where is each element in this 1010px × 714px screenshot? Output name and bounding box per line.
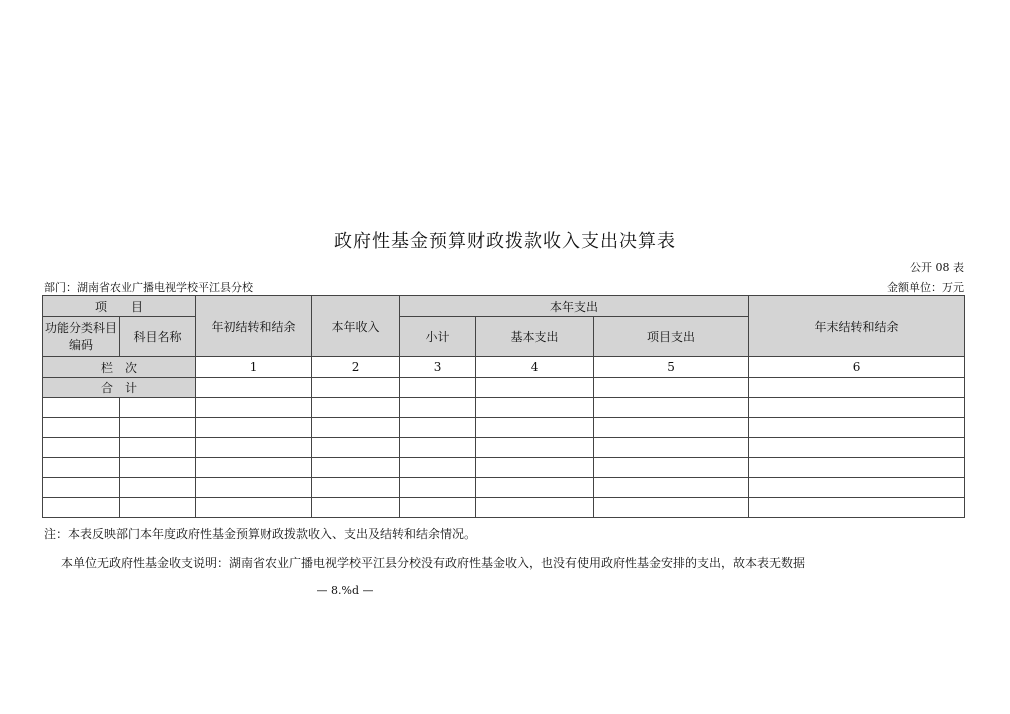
table-row xyxy=(43,478,965,498)
table-cell xyxy=(196,418,312,438)
table-cell xyxy=(749,418,965,438)
header-item: 项 目 xyxy=(43,296,196,317)
table-cell xyxy=(312,418,400,438)
table-cell xyxy=(196,458,312,478)
table-cell xyxy=(43,478,120,498)
table-cell xyxy=(43,458,120,478)
table-row xyxy=(43,398,965,418)
header-func-code: 功能分类科目编码 xyxy=(43,317,120,357)
table-cell xyxy=(43,398,120,418)
table-cell xyxy=(312,398,400,418)
table-cell xyxy=(120,458,196,478)
header-begin-balance: 年初结转和结余 xyxy=(196,296,312,357)
header-project: 项目支出 xyxy=(594,317,749,357)
table-cell xyxy=(196,378,312,398)
empty-rows xyxy=(43,398,965,518)
header-income: 本年收入 xyxy=(312,296,400,357)
table-row xyxy=(43,458,965,478)
header-subtotal: 小计 xyxy=(400,317,476,357)
col-number: 4 xyxy=(476,357,594,378)
table-cell xyxy=(196,498,312,518)
table-cell xyxy=(476,458,594,478)
header-end-balance: 年末结转和结余 xyxy=(749,296,965,357)
table-cell xyxy=(312,438,400,458)
table-cell xyxy=(196,478,312,498)
total-label: 合 计 xyxy=(43,378,196,398)
table-cell xyxy=(476,438,594,458)
table-row xyxy=(43,498,965,518)
col-number: 1 xyxy=(196,357,312,378)
form-number: 公开 08 表 xyxy=(910,261,964,274)
table-cell xyxy=(749,458,965,478)
header-expense: 本年支出 xyxy=(400,296,749,317)
table-cell xyxy=(312,378,400,398)
table-cell xyxy=(476,418,594,438)
table-cell xyxy=(312,478,400,498)
table-row xyxy=(43,418,965,438)
col-number: 3 xyxy=(400,357,476,378)
no-data-explanation: 本单位无政府性基金收支说明：湖南省农业广播电视学校平江县分校没有政府性基金收入，也没有使用政府性基金安排的支出，故本表无数据 xyxy=(61,556,806,570)
page-title: 政府性基金预算财政拨款收入支出决算表 xyxy=(334,231,676,252)
table-cell xyxy=(476,378,594,398)
table-cell xyxy=(43,438,120,458)
header-subject-name: 科目名称 xyxy=(120,317,196,357)
table-cell xyxy=(749,478,965,498)
table-cell xyxy=(749,398,965,418)
table-cell xyxy=(476,478,594,498)
table-cell xyxy=(120,498,196,518)
table-cell xyxy=(594,498,749,518)
table-cell xyxy=(400,478,476,498)
table-cell xyxy=(120,418,196,438)
table-cell xyxy=(43,498,120,518)
table-note: 注：本表反映部门本年度政府性基金预算财政拨款收入、支出及结转和结余情况。 xyxy=(44,527,477,541)
table-cell xyxy=(594,438,749,458)
table-cell xyxy=(594,418,749,438)
header-row-1 xyxy=(43,296,965,317)
col-number: 6 xyxy=(749,357,965,378)
table-cell xyxy=(120,438,196,458)
table-cell xyxy=(749,498,965,518)
table-cell xyxy=(476,398,594,418)
table-cell xyxy=(594,378,749,398)
page-number: — 8.%d — xyxy=(316,584,374,597)
table-cell xyxy=(400,378,476,398)
row-col-label: 栏 次 xyxy=(43,357,196,378)
table-cell xyxy=(749,378,965,398)
table-cell xyxy=(400,458,476,478)
table-cell xyxy=(476,498,594,518)
table-cell xyxy=(594,398,749,418)
table-cell xyxy=(120,478,196,498)
table-cell xyxy=(594,458,749,478)
table-cell xyxy=(120,398,196,418)
unit-label: 金额单位：万元 xyxy=(887,281,964,294)
table-cell xyxy=(196,438,312,458)
table-cell xyxy=(400,438,476,458)
table-cell xyxy=(400,498,476,518)
col-number: 2 xyxy=(312,357,400,378)
column-number-row xyxy=(43,357,965,378)
col-number: 5 xyxy=(594,357,749,378)
table-cell xyxy=(196,398,312,418)
total-row xyxy=(43,378,965,398)
table-row xyxy=(43,438,965,458)
department-label: 部门：湖南省农业广播电视学校平江县分校 xyxy=(44,281,253,294)
table-cell xyxy=(400,418,476,438)
table-cell xyxy=(749,438,965,458)
table-cell xyxy=(594,478,749,498)
table-cell xyxy=(43,418,120,438)
budget-table xyxy=(42,295,965,518)
table-cell xyxy=(400,398,476,418)
table-cell xyxy=(312,498,400,518)
header-basic: 基本支出 xyxy=(476,317,594,357)
table-cell xyxy=(312,458,400,478)
